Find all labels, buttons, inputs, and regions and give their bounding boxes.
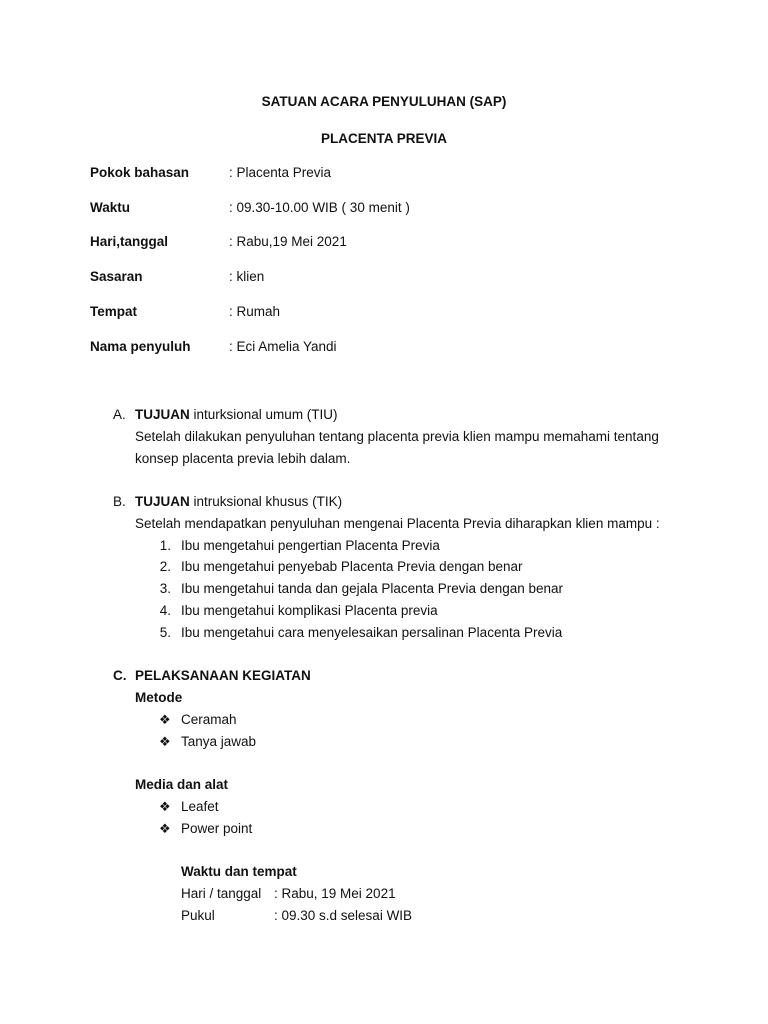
diamond-bullet-icon: ❖ [159,712,171,727]
section-b-intro: Setelah mendapatkan penyuluhan mengenai Placenta Previa diharapkan klien mampu : [135,516,660,531]
section-a-heading [135,407,338,422]
waktu-row-label: Pukul [181,908,215,923]
section-b-heading-rest: intruksional khusus (TIK) [189,494,343,509]
list-item-number: 5. [159,625,171,640]
section-a-marker: A. [113,407,126,422]
info-value-tempat: : Rumah [229,304,281,319]
waktu-tempat-heading: Waktu dan tempat [181,864,297,879]
diamond-bullet-icon: ❖ [159,799,171,814]
list-item-number: 3. [159,581,171,596]
info-value-nama-penyuluh: : Eci Amelia Yandi [229,339,337,354]
waktu-row-value: : 09.30 s.d selesai WIB [274,908,413,923]
list-item: Ibu mengetahui komplikasi Placenta previa [181,603,438,618]
list-item: Ibu mengetahui pengertian Placenta Previa [181,538,440,553]
list-item: Ceramah [181,712,237,727]
section-a-heading-rest: inturksional umum (TIU) [189,407,338,422]
info-value-sasaran: : klien [229,269,265,284]
list-item: Leafet [181,799,219,814]
list-item: Power point [181,821,253,836]
section-a-heading-bold: TUJUAN [135,407,190,422]
diamond-bullet-icon: ❖ [159,821,171,836]
section-b-marker: B. [113,494,126,509]
document-title: SATUAN ACARA PENYULUHAN (SAP) [261,94,507,109]
section-c-heading: PELAKSANAAN KEGIATAN [135,668,311,683]
section-a-line-1: Setelah dilakukan penyuluhan tentang placenta previa klien mampu memahami tentang [135,429,659,444]
info-label-hari-tanggal: Hari,tanggal [90,234,169,249]
info-value-pokok-bahasan: : Placenta Previa [229,165,332,180]
media-heading: Media dan alat [135,777,229,792]
list-item-number: 4. [159,603,171,618]
info-label-nama-penyuluh: Nama penyuluh [90,339,191,354]
waktu-row-label: Hari / tanggal [181,886,262,901]
section-b-heading-bold: TUJUAN [135,494,190,509]
section-b-heading [135,494,342,509]
section-a-line-2: konsep placenta previa lebih dalam. [135,451,351,466]
info-label-sasaran: Sasaran [90,269,143,284]
info-label-tempat: Tempat [90,304,138,319]
list-item: Ibu mengetahui tanda dan gejala Placenta Previa dengan benar [181,581,564,596]
metode-heading: Metode [135,690,183,705]
list-item: Ibu mengetahui penyebab Placenta Previa dengan benar [181,559,523,574]
document-subtitle: PLACENTA PREVIA [320,131,447,146]
waktu-row-value: : Rabu, 19 Mei 2021 [274,886,396,901]
diamond-bullet-icon: ❖ [159,734,171,749]
list-item-number: 2. [159,559,171,574]
list-item: Ibu mengetahui cara menyelesaikan persalinan Placenta Previa [181,625,563,640]
section-c-marker: C. [113,668,127,683]
list-item-number: 1. [159,538,171,553]
info-label-pokok-bahasan: Pokok bahasan [90,165,190,180]
info-value-hari-tanggal: : Rabu,19 Mei 2021 [229,234,347,249]
list-item: Tanya jawab [181,734,257,749]
info-label-waktu: Waktu [90,200,130,215]
info-value-waktu: : 09.30-10.00 WIB ( 30 menit ) [229,200,410,215]
